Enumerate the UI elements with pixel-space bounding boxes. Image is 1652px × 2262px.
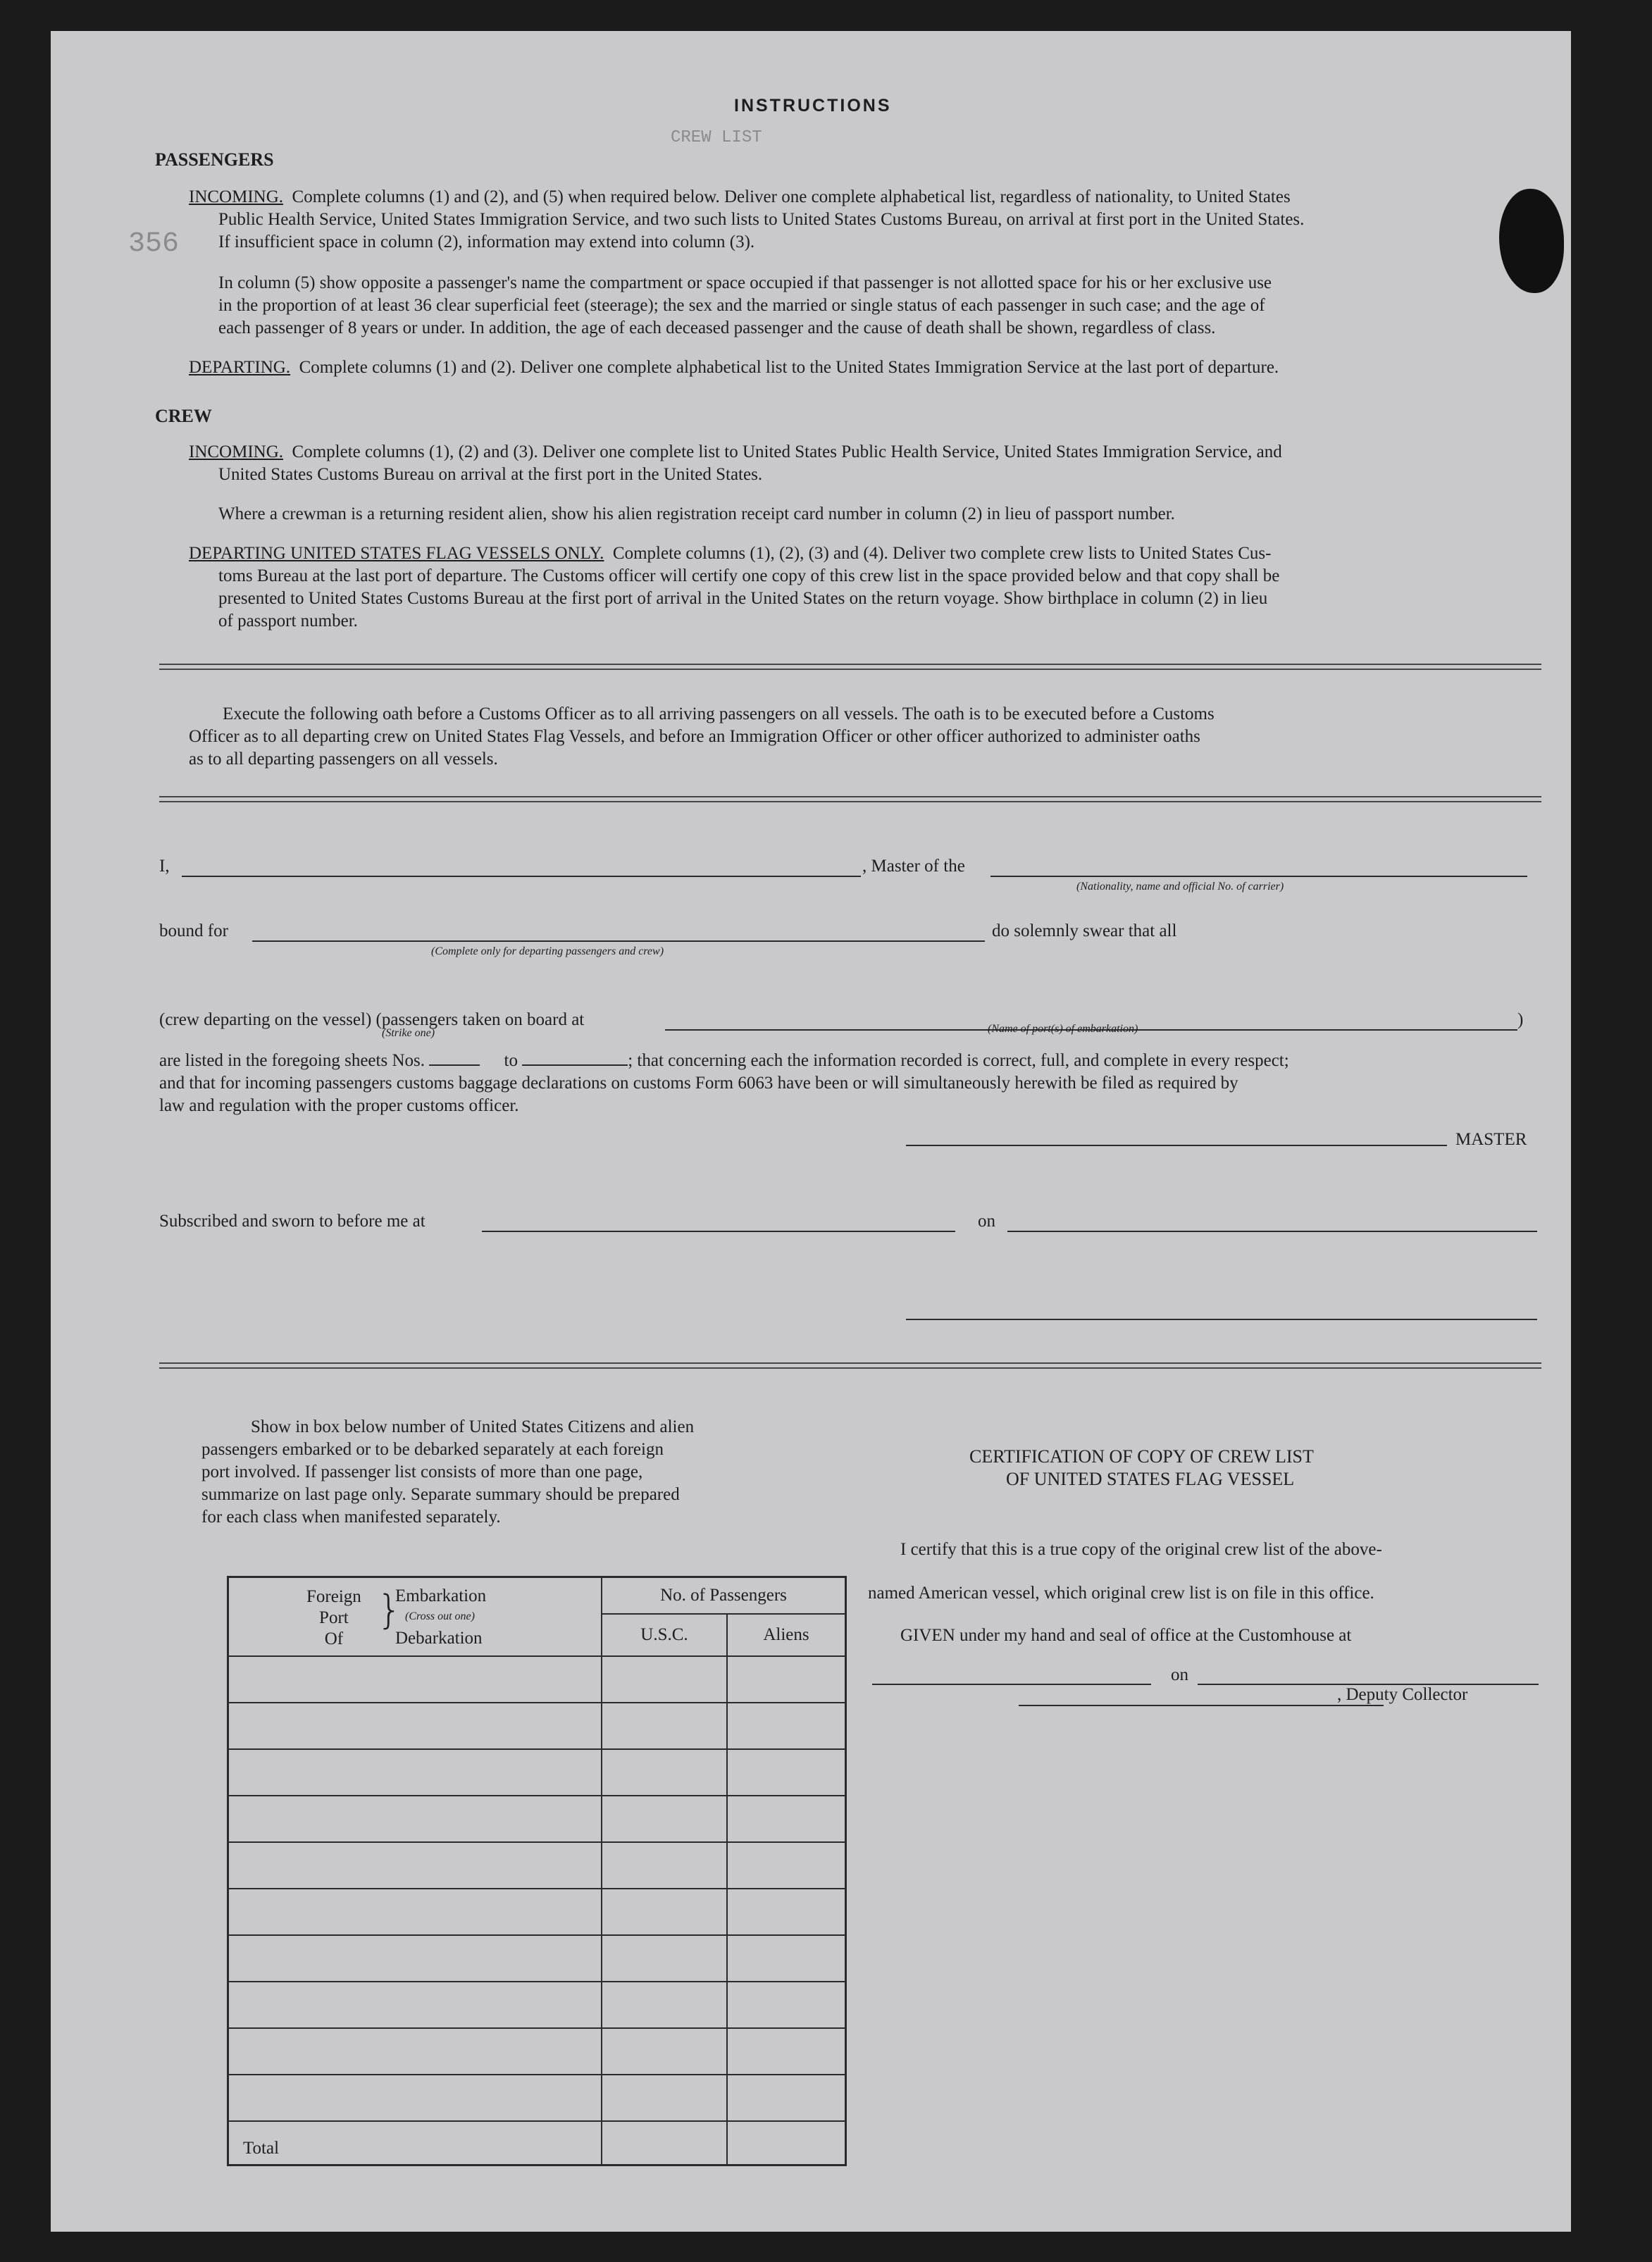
ports-caption: (Name of port(s) of embarkation): [988, 1023, 1138, 1035]
table-row: [228, 1889, 846, 1935]
crew-departing-text: (crew departing on the vessel) (passengers taken on board at: [159, 1010, 585, 1029]
oath-intro-line-2: Officer as to all departing crew on United States Flag Vessels, and before an Immigration Officer or other officer authorized to administer oaths: [189, 727, 1200, 746]
usc-cell[interactable]: [602, 1656, 727, 1703]
summary-line-4: summarize on last page only. Separate summary should be prepared: [201, 1485, 680, 1504]
master-signature-line[interactable]: [906, 1145, 1447, 1146]
master-label: MASTER: [1455, 1130, 1527, 1149]
port-cell[interactable]: [228, 1703, 602, 1749]
aliens-cell[interactable]: [727, 1796, 846, 1842]
document-page: [51, 31, 1571, 2232]
usc-header: U.S.C.: [602, 1614, 727, 1656]
bound-for-caption: (Complete only for departing passengers and crew): [431, 945, 664, 957]
divider: [159, 796, 1541, 797]
table-row: [228, 2075, 846, 2121]
aliens-cell[interactable]: [727, 1749, 846, 1796]
passenger-summary-table: [227, 1576, 847, 2166]
page-title: INSTRUCTIONS: [734, 96, 892, 116]
deputy-collector-label: , Deputy Collector: [1337, 1685, 1468, 1704]
brace-icon: }: [377, 1587, 402, 1633]
aliens-header: Aliens: [727, 1614, 846, 1656]
carrier-line[interactable]: [990, 876, 1527, 877]
aliens-cell[interactable]: [727, 1935, 846, 1982]
column5-line-1: In column (5) show opposite a passenger's name the compartment or space occupied if that passenger is not allotted space for his or her exclusive use: [218, 273, 1272, 292]
certification-title-1: CERTIFICATION OF COPY OF CREW LIST: [969, 1446, 1314, 1467]
usc-cell[interactable]: [602, 1842, 727, 1889]
aliens-cell[interactable]: [727, 1842, 846, 1889]
port-cell[interactable]: [228, 1656, 602, 1703]
aliens-cell[interactable]: [727, 1889, 846, 1935]
passengers-departing: DEPARTING. Complete columns (1) and (2). Deliver one complete alphabetical list to the United States Immigration Service at the last port of departure.: [189, 358, 1279, 377]
officer-signature-line[interactable]: [906, 1319, 1537, 1320]
port-cell[interactable]: [228, 1982, 602, 2028]
foreign-port-header: Foreign Port Of } Embarkation (Cross out one) Debarkation: [228, 1577, 602, 1657]
total-row: [228, 2121, 846, 2165]
oath-intro-line-1: Execute the following oath before a Customs Officer as to all arriving passengers on all vessels. The oath is to be executed before a Customs: [223, 704, 1215, 723]
embarkation-label: Embarkation: [395, 1586, 487, 1605]
sheet-from-field[interactable]: [429, 1064, 480, 1066]
passengers-incoming-line-1: INCOMING. Complete columns (1) and (2), and (5) when required below. Deliver one complete alphabetical list, regardless of nationality, to United States: [189, 187, 1291, 206]
usc-cell[interactable]: [602, 2028, 727, 2075]
certification-on-label: on: [1171, 1665, 1188, 1684]
column5-line-2: in the proportion of at least 36 clear superficial feet (steerage); the sex and the married or single status of each passenger in such case; and the age of: [218, 296, 1265, 315]
summary-line-2: passengers embarked or to be debarked separately at each foreign: [201, 1440, 664, 1459]
certification-text-2: named American vessel, which original crew list is on file in this office.: [868, 1584, 1374, 1603]
aliens-cell[interactable]: [727, 2028, 846, 2075]
port-cell[interactable]: [228, 1842, 602, 1889]
usc-cell[interactable]: [602, 1982, 727, 2028]
cross-out-caption: (Cross out one): [405, 1610, 475, 1622]
column5-line-3: each passenger of 8 years or under. In addition, the age of each deceased passenger and the cause of death shall be shown, regardless of class.: [218, 318, 1216, 337]
table-row: [228, 1749, 846, 1796]
port-cell[interactable]: [228, 1796, 602, 1842]
usc-total-cell[interactable]: [602, 2121, 727, 2165]
port-cell[interactable]: [228, 2075, 602, 2121]
usc-cell[interactable]: [602, 1749, 727, 1796]
sworn-at-line[interactable]: [482, 1231, 955, 1232]
ink-blot: [1499, 189, 1564, 293]
crew-incoming-line-1: INCOMING. Complete columns (1), (2) and (3). Deliver one complete list to United States Public Health Service, United States Immigration Service, and: [189, 442, 1282, 461]
bleed-through-text: 356: [128, 228, 180, 260]
crew-departing-line-4: of passport number.: [218, 611, 358, 630]
usc-cell[interactable]: [602, 1889, 727, 1935]
passengers-heading: PASSENGERS: [155, 149, 274, 170]
passengers-incoming-line-3: If insufficient space in column (2), information may extend into column (3).: [218, 232, 755, 251]
aliens-cell[interactable]: [727, 1703, 846, 1749]
oath-line-3: law and regulation with the proper customs officer.: [159, 1096, 519, 1115]
crew-incoming-line-2: United States Customs Bureau on arrival at the first port in the United States.: [218, 465, 763, 484]
port-cell[interactable]: [228, 1889, 602, 1935]
certification-text-3: GIVEN under my hand and seal of office at the Customhouse at: [900, 1626, 1352, 1645]
port-cell[interactable]: [228, 1935, 602, 1982]
nationality-caption: (Nationality, name and official No. of carrier): [1076, 881, 1284, 893]
crew-departing-line-3: presented to United States Customs Bureau at the first port of arrival in the United States on the return voyage. Show birthplace in column (2) in lieu: [218, 589, 1268, 608]
port-cell[interactable]: [228, 1749, 602, 1796]
usc-cell[interactable]: [602, 1703, 727, 1749]
certification-title-2: OF UNITED STATES FLAG VESSEL: [1006, 1469, 1295, 1489]
oath-line-2: and that for incoming passengers customs baggage declarations on customs Form 6063 have been or will simultaneously herewith be filed as required by: [159, 1074, 1238, 1093]
aliens-cell[interactable]: [727, 1656, 846, 1703]
usc-cell[interactable]: [602, 2075, 727, 2121]
divider: [159, 664, 1541, 665]
oath-intro-line-3: as to all departing passengers on all vessels.: [189, 750, 498, 769]
strike-one-caption: (Strike one): [382, 1027, 435, 1039]
passengers-incoming-line-2: Public Health Service, United States Immigration Service, and two such lists to United States Customs Bureau, on arrival at first port in the United States.: [218, 210, 1305, 229]
table-row: [228, 1982, 846, 2028]
sworn-date-line[interactable]: [1007, 1231, 1537, 1232]
bound-for-line[interactable]: [252, 940, 985, 942]
table-row: [228, 2028, 846, 2075]
usc-cell[interactable]: [602, 1935, 727, 1982]
master-of-label: , Master of the: [862, 857, 965, 876]
deputy-signature-line[interactable]: [1019, 1705, 1384, 1706]
swear-text: do solemnly swear that all: [992, 921, 1177, 940]
divider: [159, 669, 1541, 670]
bound-for-label: bound for: [159, 921, 228, 940]
aliens-cell[interactable]: [727, 1982, 846, 2028]
oath-sheets-line: are listed in the foregoing sheets Nos. to ; that concerning each the information recorded is correct, full, and complete in every respect;: [159, 1051, 1289, 1070]
port-cell[interactable]: [228, 2028, 602, 2075]
divider: [159, 1362, 1541, 1364]
usc-cell[interactable]: [602, 1796, 727, 1842]
table-row: [228, 1842, 846, 1889]
bleed-through-text: CREW LIST: [671, 128, 762, 147]
crew-alien-text: Where a crewman is a returning resident alien, show his alien registration receipt card number in column (2) in lieu of passport number.: [218, 504, 1175, 523]
summary-line-3: port involved. If passenger list consists of more than one page,: [201, 1462, 643, 1481]
no-of-passengers-header: No. of Passengers: [602, 1577, 846, 1614]
table-row: [228, 1703, 846, 1749]
customhouse-line[interactable]: [872, 1684, 1151, 1685]
total-label: Total: [228, 2121, 602, 2165]
summary-line-5: for each class when manifested separately.: [201, 1508, 501, 1527]
sheet-to-field[interactable]: [522, 1064, 628, 1066]
master-name-line[interactable]: [182, 876, 861, 877]
divider: [159, 801, 1541, 802]
table-row: [228, 1935, 846, 1982]
oath-i-label: I,: [159, 857, 170, 876]
close-paren: ): [1517, 1010, 1524, 1029]
crew-departing-line-2: toms Bureau at the last port of departure. The Customs officer will certify one copy of this crew list in the space provided below and that copy shall be: [218, 566, 1280, 585]
subscribed-label: Subscribed and sworn to before me at: [159, 1212, 426, 1231]
summary-line-1: Show in box below number of United States Citizens and alien: [251, 1417, 695, 1436]
crew-heading: CREW: [155, 406, 212, 426]
table-row: [228, 1796, 846, 1842]
crew-departing-line-1: DEPARTING UNITED STATES FLAG VESSELS ONLY. Complete columns (1), (2), (3) and (4). Deliver two complete crew lists to United States Cus-: [189, 544, 1272, 563]
debarkation-label: Debarkation: [395, 1629, 483, 1648]
table-row: [228, 1656, 846, 1703]
divider: [159, 1367, 1541, 1369]
certification-text-1: I certify that this is a true copy of the original crew list of the above-: [900, 1540, 1382, 1559]
sworn-on-label: on: [978, 1212, 995, 1231]
aliens-total-cell[interactable]: [727, 2121, 846, 2165]
aliens-cell[interactable]: [727, 2075, 846, 2121]
